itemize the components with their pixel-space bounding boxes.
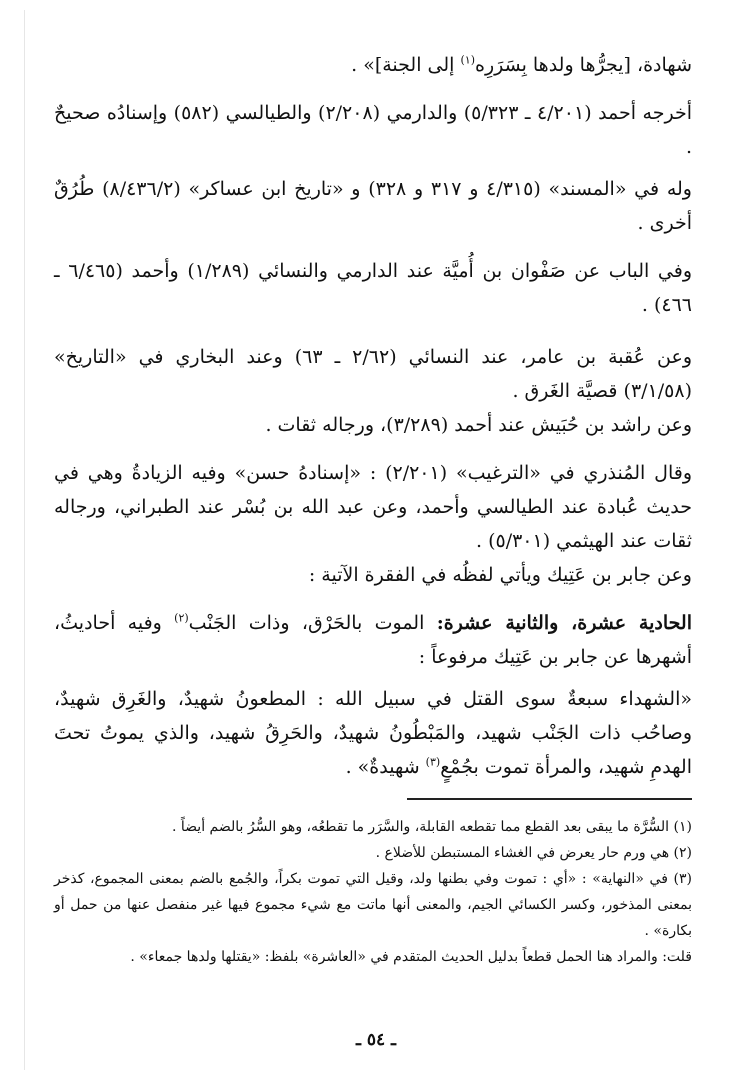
page-number: ـ ٥٤ ـ xyxy=(355,1030,397,1050)
hadith-text: «الشهداء سبعةٌ سوى القتل في سبيل الله : المطعونُ شهيدٌ، والغَرِق شهيدٌ، وصاحُب ذات الجَنْب شهيد، والمَبْطُونُ شهيدٌ، والحَرِقُ شهيد، والذي يموتُ تحتَ الهدمِ شهيد، والمرأة تموت بجُمْعٍ xyxy=(54,688,692,778)
paragraph-2: أخرجه أحمد (٤/٢٠١ ـ ٥/٣٢٣) والدارمي (٢/٢٠٨) والطيالسي (٥٨٢) وإسنادُه صحيحٌ . xyxy=(54,102,692,158)
paragraph-3: وله في «المسند» (٤/٣١٥ و ٣١٧ و ٣٢٨) و «تاريخ ابن عساكر» (٨/٤٣٦/٢) طُرُقٌ أخرى . xyxy=(54,178,692,234)
section-heading: الحادية عشرة، والثانية عشرة: xyxy=(436,612,692,634)
paragraph-9 xyxy=(54,606,692,674)
paragraph-4: وفي الباب عن صَفْوان بن أُميَّة عند الدارمي والنسائي (١/٢٨٩) وأحمد (٦/٤٦٥ ـ ٤٦٦) . xyxy=(54,260,693,316)
paragraph-9-text: الموت بالحَرْق، وذات الجَنْب xyxy=(188,612,437,634)
paragraph-6: وعن راشد بن حُبَيش عند أحمد (٣/٢٨٩)، ورجاله ثقات . xyxy=(265,414,692,436)
paragraph-1-text: شهادة، [يجرُّها ولدها بِسَرَرِه xyxy=(475,54,692,76)
footnote-3: (٣) في «النهاية» : «أي : تموت وفي بطنها ولد، وقيل التي تموت بكراً، والجُمع بالضم بمعنى المجموع، كذخر بمعنى المذخور، وكسر الكسائي الجيم، والمعنى أنها ماتت مع شيء مجموع فيها غير منفصل عنها من حمل أو بكارة» . xyxy=(54,871,692,939)
paragraph-1-end: إلى الجنة]» . xyxy=(351,54,461,76)
footnote-separator xyxy=(407,798,692,800)
paragraph-8: وعن جابر بن عَتِيك ويأتي لفظُه في الفقرة الآتية : xyxy=(308,564,692,586)
footnote-2: (٢) هي ورم حار يعرض في الغشاء المستبطن للأضلاع . xyxy=(375,845,692,861)
footnote-note: قلت: والمراد هنا الحمل قطعاً بدليل الحديث المتقدم في «العاشرة» بلفظ: «يقتلها ولدها جمعاء» . xyxy=(130,949,692,965)
paragraph-7: وقال المُنذري في «الترغيب» (٢/٢٠١) : «إسنادهُ حسن» وفيه الزيادةُ وهي في حديث عُبادة عند الطيالسي وأحمد، وعن عبد الله بن بُسْر عند الطبراني، ورجاله ثقات عند الهيثمي (٥/٣٠١) . xyxy=(54,462,692,552)
page-body xyxy=(54,48,692,970)
paragraph-1 xyxy=(54,48,692,82)
footnote-1: (١) السُّرَّة ما يبقى بعد القطع مما تقطعه القابلة، والسَّرَر ما تقطعُه، وهو السُّرُ بالضم أيضاً . xyxy=(172,819,692,835)
footnote-ref-2: (٢) xyxy=(174,611,189,625)
hadith-end: شهيدةٌ» . xyxy=(345,756,426,778)
footnote-ref-1: (١) xyxy=(460,53,475,67)
footnote-ref-3: (٣) xyxy=(425,755,441,769)
paragraph-5: وعن عُقبة بن عامر، عند النسائي (٢/٦٢ ـ ٦٣) وعند البخاري في «التاريخ» (٣/١/٥٨) قصيَّة الغَرق . xyxy=(54,346,692,402)
paragraph-9-end: وفيه أحاديثُ، أشهرها عن جابر بن عَتِيك مرفوعاً : xyxy=(54,612,692,668)
page-edge-line xyxy=(24,10,25,1070)
paragraph-10 xyxy=(54,682,692,784)
